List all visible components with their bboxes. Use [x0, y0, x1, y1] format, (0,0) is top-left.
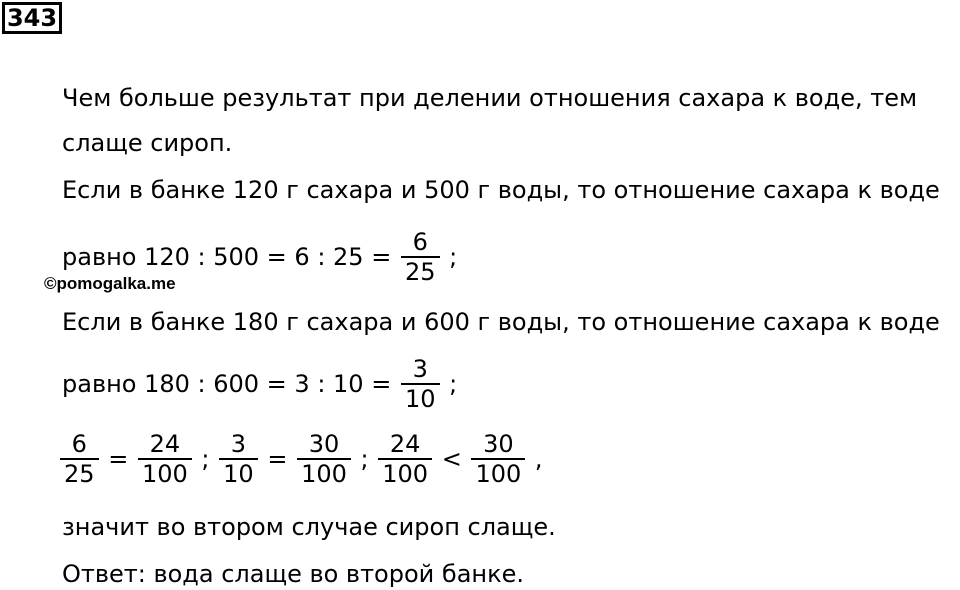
fraction-numerator: 6 [60, 430, 99, 460]
fraction-numerator: 3 [219, 430, 258, 460]
punctuation: ; [449, 370, 458, 398]
equation-text: равно 120 : 500 = 6 : 25 = [62, 243, 392, 271]
operator: < [441, 445, 462, 473]
operator: = [267, 445, 288, 473]
fraction-numerator: 3 [401, 355, 440, 385]
separator: ; [201, 445, 210, 473]
fraction [219, 430, 258, 488]
text-line-8: значит во втором случае сироп слаще. [62, 513, 556, 541]
fraction-denominator: 25 [404, 258, 436, 286]
punctuation: ; [449, 243, 458, 271]
text-line-1: Чем больше результат при делении отношения сахара к воде, тем [62, 84, 918, 112]
fraction-denominator: 10 [223, 460, 254, 488]
problem-number: 343 [2, 2, 62, 34]
fraction [60, 430, 99, 488]
answer-line: Ответ: вода слаще во второй банке. [62, 560, 524, 588]
fraction-numerator: 6 [401, 228, 440, 258]
operator: = [108, 445, 129, 473]
fraction-numerator: 30 [471, 430, 525, 460]
fraction-numerator: 24 [378, 430, 432, 460]
punctuation: , [534, 445, 543, 473]
equation-line-2 [62, 355, 457, 413]
fraction-denominator: 100 [475, 460, 522, 488]
text-line-2: слаще сироп. [62, 129, 233, 157]
fraction-numerator: 24 [138, 430, 192, 460]
fraction [471, 430, 525, 488]
fraction [138, 430, 192, 488]
fraction [401, 355, 440, 413]
fraction-denominator: 100 [141, 460, 188, 488]
fraction [378, 430, 432, 488]
fraction [401, 228, 440, 286]
text-line-5: Если в банке 180 г сахара и 600 г воды, то отношение сахара к воде [62, 308, 940, 336]
watermark: ©pomogalka.me [44, 274, 176, 293]
fraction [297, 430, 351, 488]
separator: ; [360, 445, 369, 473]
fraction-denominator: 25 [64, 460, 95, 488]
fraction-denominator: 100 [382, 460, 429, 488]
fraction-denominator: 10 [404, 385, 436, 413]
fraction-denominator: 100 [301, 460, 347, 488]
comparison-line [58, 430, 543, 488]
text-line-3: Если в банке 120 г сахара и 500 г воды, то отношение сахара к воде [62, 176, 940, 204]
fraction-numerator: 30 [297, 430, 351, 460]
equation-text: равно 180 : 600 = 3 : 10 = [62, 370, 392, 398]
